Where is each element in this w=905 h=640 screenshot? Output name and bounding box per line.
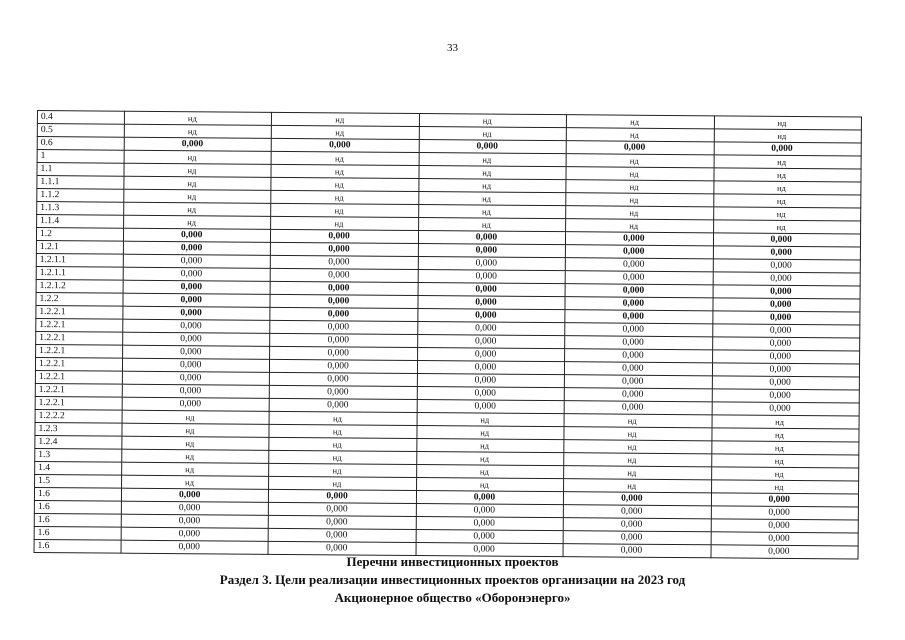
value-cell: нд [124,202,271,216]
value-cell: нд [271,164,418,178]
value-cell: нд [564,479,711,493]
value-cell: 0,000 [565,310,712,324]
value-cell: 0,000 [270,320,417,334]
value-cell: 0,000 [270,398,417,412]
value-cell: нд [419,127,566,141]
value-cell: 0,000 [271,268,418,282]
value-cell: 0,000 [270,359,417,373]
value-cell: нд [122,410,269,424]
value-cell: 0,000 [124,137,271,151]
value-cell: нд [124,124,271,138]
row-code-cell: 1.2.4 [35,435,122,449]
value-cell: нд [418,204,565,218]
row-code-cell: 1.3 [35,448,122,462]
value-cell: нд [417,451,564,465]
value-cell: 0,000 [416,516,563,530]
value-cell: 0,000 [713,285,860,299]
row-code-cell: 1.2.1.1 [36,253,123,267]
value-cell: нд [566,167,713,181]
value-cell: нд [566,180,713,194]
value-cell: 0,000 [418,295,565,309]
row-code-cell: 1.2.2.1 [36,305,123,319]
row-code-cell: 1.2.1.2 [36,279,123,293]
value-cell: 0,000 [417,334,564,348]
value-cell: 0,000 [418,230,565,244]
value-cell: нд [419,114,566,128]
value-cell: 0,000 [565,349,712,363]
value-cell: 0,000 [269,489,416,503]
value-cell: 0,000 [271,229,418,243]
value-cell: 0,000 [418,243,565,257]
value-cell: нд [417,412,564,426]
value-cell: 0,000 [123,228,270,242]
row-code-cell: 1.6 [34,539,121,553]
value-cell: 0,000 [272,138,419,152]
value-cell: 0,000 [417,399,564,413]
value-cell: нд [271,203,418,217]
value-cell: 0,000 [122,358,269,372]
value-cell: 0,000 [565,323,712,337]
value-cell: 0,000 [418,256,565,270]
value-cell: нд [124,176,271,190]
value-cell: 0,000 [270,372,417,386]
data-table [34,110,862,559]
value-cell: 0,000 [711,545,858,559]
value-cell: нд [419,179,566,193]
value-cell: 0,000 [416,529,563,543]
row-code-cell: 1.2.2.1 [35,370,122,384]
value-cell: 0,000 [418,282,565,296]
row-code-cell: 0.5 [37,124,124,138]
value-cell: нд [713,194,860,208]
value-cell: нд [714,116,861,130]
value-cell: 0,000 [122,384,269,398]
value-cell: нд [416,464,563,478]
value-cell: 0,000 [563,544,710,558]
value-cell: 0,000 [123,345,270,359]
value-cell: 0,000 [566,141,713,155]
row-code-cell: 1.6 [34,487,121,501]
row-code-cell: 1.2.2.1 [35,357,122,371]
value-cell: 0,000 [123,293,270,307]
row-code-cell: 1.1.4 [37,215,124,229]
value-cell: нд [713,220,860,234]
value-cell: нд [711,441,858,455]
value-cell: нд [713,207,860,221]
value-cell: 0,000 [563,531,710,545]
row-code-cell: 0.4 [37,111,124,125]
value-cell: 0,000 [123,241,270,255]
row-code-cell: 1.2 [36,228,123,242]
value-cell: 0,000 [121,501,268,515]
value-cell: 0,000 [417,360,564,374]
value-cell: 0,000 [713,246,860,260]
value-cell: нд [564,427,711,441]
value-cell: нд [272,125,419,139]
value-cell: 0,000 [121,488,268,502]
value-cell: нд [714,155,861,169]
value-cell: 0,000 [712,402,859,416]
value-cell: нд [124,150,271,164]
value-cell: 0,000 [564,388,711,402]
value-cell: 0,000 [121,540,268,554]
row-code-cell: 1.1 [37,163,124,177]
value-cell: 0,000 [566,245,713,259]
value-cell: 0,000 [123,306,270,320]
captions [0,553,905,607]
value-cell: нд [269,476,416,490]
value-cell: 0,000 [122,371,269,385]
value-cell: 0,000 [418,308,565,322]
value-cell: нд [419,153,566,167]
value-cell: нд [269,424,416,438]
value-cell: 0,000 [269,528,416,542]
row-code-cell: 1.2.2.1 [36,344,123,358]
value-cell: нд [566,128,713,142]
value-cell: нд [711,454,858,468]
row-code-cell: 1.1.1 [37,176,124,190]
value-cell: нд [566,206,713,220]
value-cell: 0,000 [123,319,270,333]
value-cell: 0,000 [712,363,859,377]
value-cell: 0,000 [270,294,417,308]
row-code-cell: 1.2.2.1 [35,383,122,397]
value-cell: 0,000 [417,373,564,387]
value-cell: 0,000 [123,254,270,268]
value-cell: 0,000 [416,503,563,517]
value-cell: 0,000 [123,280,270,294]
value-cell: 0,000 [563,505,710,519]
page-number: 33 [447,42,458,54]
value-cell: 0,000 [712,376,859,390]
value-cell: 0,000 [566,232,713,246]
value-cell: нд [269,450,416,464]
value-cell: нд [124,189,271,203]
caption-title: Перечни инвестиционных проектов [346,554,559,569]
value-cell: 0,000 [416,490,563,504]
value-cell: 0,000 [122,397,269,411]
value-cell: 0,000 [564,401,711,415]
row-code-cell: 1.2.1 [36,240,123,254]
value-cell: нд [567,115,714,129]
table-body [34,111,861,559]
value-cell: 0,000 [711,506,858,520]
value-cell: 0,000 [270,307,417,321]
value-cell: 0,000 [565,284,712,298]
caption-company: Акционерное общество «Оборонэнерго» [334,590,571,605]
value-cell: 0,000 [713,272,860,286]
row-code-cell: 1.1.2 [37,189,124,203]
value-cell: нд [271,190,418,204]
value-cell: нд [124,163,271,177]
value-cell: 0,000 [713,298,860,312]
value-cell: 0,000 [418,269,565,283]
value-cell: 0,000 [711,519,858,533]
row-code-cell: 0.6 [37,137,124,151]
value-cell: 0,000 [565,375,712,389]
value-cell: 0,000 [565,271,712,285]
value-cell: нд [122,436,269,450]
value-cell: 0,000 [121,527,268,541]
row-code-cell: 1 [37,150,124,164]
value-cell: 0,000 [714,142,861,156]
caption-section: Раздел 3. Цели реализации инвестиционных проектов организации на 2023 год [219,572,686,587]
value-cell: 0,000 [564,492,711,506]
value-cell: нд [417,438,564,452]
row-code-cell: 1.5 [35,474,122,488]
value-cell: нд [417,425,564,439]
value-cell: 0,000 [271,242,418,256]
row-code-cell: 1.4 [35,461,122,475]
value-cell: нд [564,453,711,467]
value-cell: нд [269,463,416,477]
value-cell: нд [566,193,713,207]
value-cell: нд [566,219,713,233]
row-code-cell: 1.2.2.1 [36,331,123,345]
value-cell: нд [271,177,418,191]
value-cell: 0,000 [123,267,270,281]
value-cell: нд [713,181,860,195]
value-cell: 0,000 [712,324,859,338]
value-cell: нд [124,111,271,125]
value-cell: нд [711,467,858,481]
value-cell: 0,000 [270,346,417,360]
value-cell: нд [269,437,416,451]
value-cell: 0,000 [269,515,416,529]
value-cell: 0,000 [417,386,564,400]
value-cell: нд [566,154,713,168]
value-cell: 0,000 [565,336,712,350]
row-code-cell: 1.2.2 [36,292,123,306]
value-cell: 0,000 [270,385,417,399]
row-code-cell: 1.2.1.1 [36,266,123,280]
value-cell: нд [124,215,271,229]
value-cell: нд [711,428,858,442]
data-table-wrapper [34,110,861,559]
value-cell: 0,000 [713,233,860,247]
row-code-cell: 1.2.2.1 [35,396,122,410]
value-cell: нд [564,414,711,428]
row-code-cell: 1.2.2.2 [35,409,122,423]
row-code-cell: 1.6 [34,526,121,540]
value-cell: нд [564,466,711,480]
value-cell: нд [271,151,418,165]
value-cell: 0,000 [269,502,416,516]
value-cell: 0,000 [565,297,712,311]
row-code-cell: 1.6 [34,500,121,514]
value-cell: 0,000 [712,311,859,325]
value-cell: нд [419,191,566,205]
value-cell: нд [122,462,269,476]
value-cell: нд [272,112,419,126]
value-cell: 0,000 [271,255,418,269]
value-cell: 0,000 [565,362,712,376]
value-cell: 0,000 [417,347,564,361]
value-cell: 0,000 [713,259,860,273]
value-cell: 0,000 [565,258,712,272]
value-cell: 0,000 [270,333,417,347]
value-cell: нд [122,475,269,489]
row-code-cell: 1.6 [34,513,121,527]
value-cell: 0,000 [712,389,859,403]
value-cell: 0,000 [712,350,859,364]
row-code-cell: 1.2.3 [35,422,122,436]
value-cell: нд [419,166,566,180]
row-code-cell: 1.1.3 [37,202,124,216]
value-cell: нд [122,423,269,437]
value-cell: 0,000 [418,321,565,335]
value-cell: нд [712,415,859,429]
value-cell: 0,000 [121,514,268,528]
value-cell: нд [714,168,861,182]
value-cell: 0,000 [712,337,859,351]
value-cell: 0,000 [711,532,858,546]
value-cell: нд [714,129,861,143]
value-cell: нд [122,449,269,463]
value-cell: 0,000 [711,493,858,507]
value-cell: нд [564,440,711,454]
value-cell: нд [711,480,858,494]
value-cell: 0,000 [268,541,415,555]
value-cell: нд [269,411,416,425]
value-cell: нд [418,217,565,231]
value-cell: 0,000 [123,332,270,346]
value-cell: 0,000 [563,518,710,532]
value-cell: 0,000 [270,281,417,295]
row-code-cell: 1.2.2.1 [36,318,123,332]
value-cell: нд [271,216,418,230]
value-cell: 0,000 [419,140,566,154]
value-cell: 0,000 [416,542,563,556]
value-cell: нд [416,477,563,491]
